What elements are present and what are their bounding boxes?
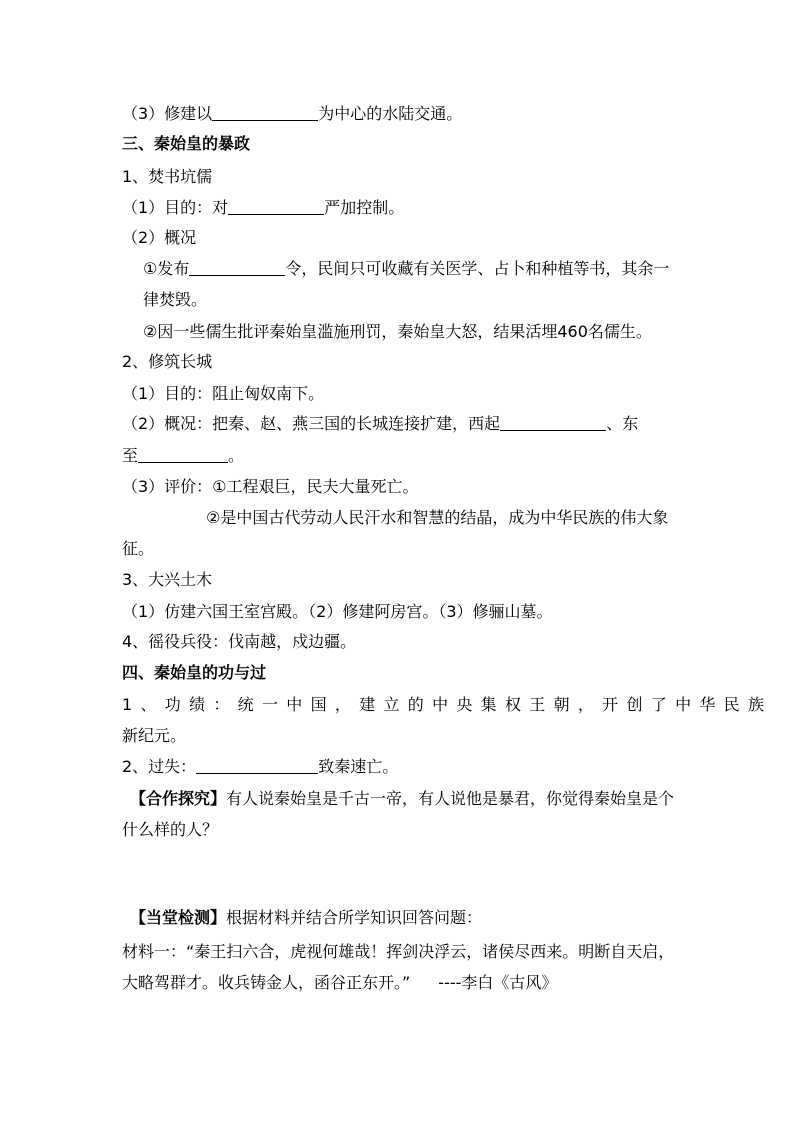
- line-issue-decree: [143, 259, 669, 279]
- line-construction-items: （1）仿建六国王室宫殿。（2）修建阿房宫。（3）修骊山墓。: [122, 602, 553, 621]
- subheading-burning-books: 1、焚书坑儒: [122, 167, 213, 186]
- test-tag: 【当堂检测】: [130, 908, 227, 927]
- line-wall-evaluation-2: ②是中国古代劳动人民汗水和智慧的结晶，成为中华民族的伟大象: [206, 508, 669, 527]
- line-suffix: 致秦速亡。: [318, 757, 399, 776]
- line-wall-purpose: （1）目的：阻止匈奴南下。: [122, 384, 325, 403]
- answer-blank[interactable]: [228, 198, 324, 215]
- line-bury-scholars: ②因一些儒生批评秦始皇滥施刑罚，秦始皇大怒，结果活埋460名儒生。: [143, 322, 652, 341]
- line-suffix: 、东: [606, 414, 639, 433]
- subheading-corvee: 4、徭役兵役：伐南越，戍边疆。: [122, 632, 357, 651]
- line-purpose-control: [122, 198, 404, 218]
- line-prefix: （1）目的：对: [122, 198, 229, 217]
- line-prefix: 2、过失：: [122, 757, 197, 776]
- line-prefix: （2）概况：把秦、赵、燕三国的长城连接扩建，西起: [122, 414, 501, 433]
- inquiry-text: 有人说秦始皇是千古一帝，有人说他是暴君，你觉得秦始皇是个: [226, 789, 675, 808]
- section-heading-tyranny: 三、秦始皇的暴政: [122, 134, 251, 153]
- line-prefix: ①发布: [143, 259, 190, 278]
- line-prefix: （3）修建以: [122, 104, 213, 123]
- answer-blank[interactable]: [196, 757, 318, 774]
- line-prefix: 至: [122, 446, 139, 465]
- answer-blank[interactable]: [500, 414, 606, 431]
- line-water-land-transport: [122, 104, 462, 124]
- material-source: ----李白《古风》: [438, 973, 558, 992]
- material-one-line-1: 材料一：“秦王扫六合，虎视何雄哉！挥剑决浮云，诸侯尽西来。明断自天启，: [122, 942, 675, 961]
- in-class-test: [130, 908, 482, 928]
- cooperative-inquiry: [130, 789, 674, 809]
- material-poem-text: 大略驾群才。收兵铸金人，函谷正东开。”: [122, 973, 411, 992]
- line-suffix: 为中心的水陆交通。: [318, 104, 463, 123]
- line-wall-overview: [122, 414, 638, 434]
- line-suffix: 。: [228, 446, 245, 465]
- material-one-line-2: [122, 973, 557, 993]
- line-burn-rest: 律焚毁。: [143, 290, 208, 309]
- answer-blank[interactable]: [212, 104, 318, 121]
- test-text: 根据材料并结合所学知识回答问题：: [226, 908, 483, 927]
- subheading-great-wall: 2、修筑长城: [122, 352, 213, 371]
- line-wall-evaluation-end: 征。: [122, 539, 155, 558]
- line-suffix: 令，民间只可收藏有关医学、占卜和种植等书，其余一: [285, 259, 670, 278]
- inquiry-tag: 【合作探究】: [130, 789, 227, 808]
- subheading-construction: 3、大兴土木: [122, 570, 213, 589]
- line-overview-label: （2）概况: [122, 228, 197, 247]
- line-wall-east: [122, 446, 244, 466]
- line-faults: [122, 757, 398, 777]
- line-wall-evaluation-1: （3）评价：①工程艰巨，民夫大量死亡。: [122, 477, 419, 496]
- section-heading-merits-faults: 四、秦始皇的功与过: [122, 663, 267, 682]
- answer-blank[interactable]: [138, 446, 228, 463]
- line-inquiry-end: 什么样的人？: [122, 820, 219, 839]
- answer-blank[interactable]: [189, 259, 285, 276]
- line-merits-end: 新纪元。: [122, 726, 187, 745]
- line-suffix: 严加控制。: [324, 198, 405, 217]
- line-merits: 1、功绩：统一中国，建立的中央集权王朝，开创了中华民族: [122, 695, 773, 714]
